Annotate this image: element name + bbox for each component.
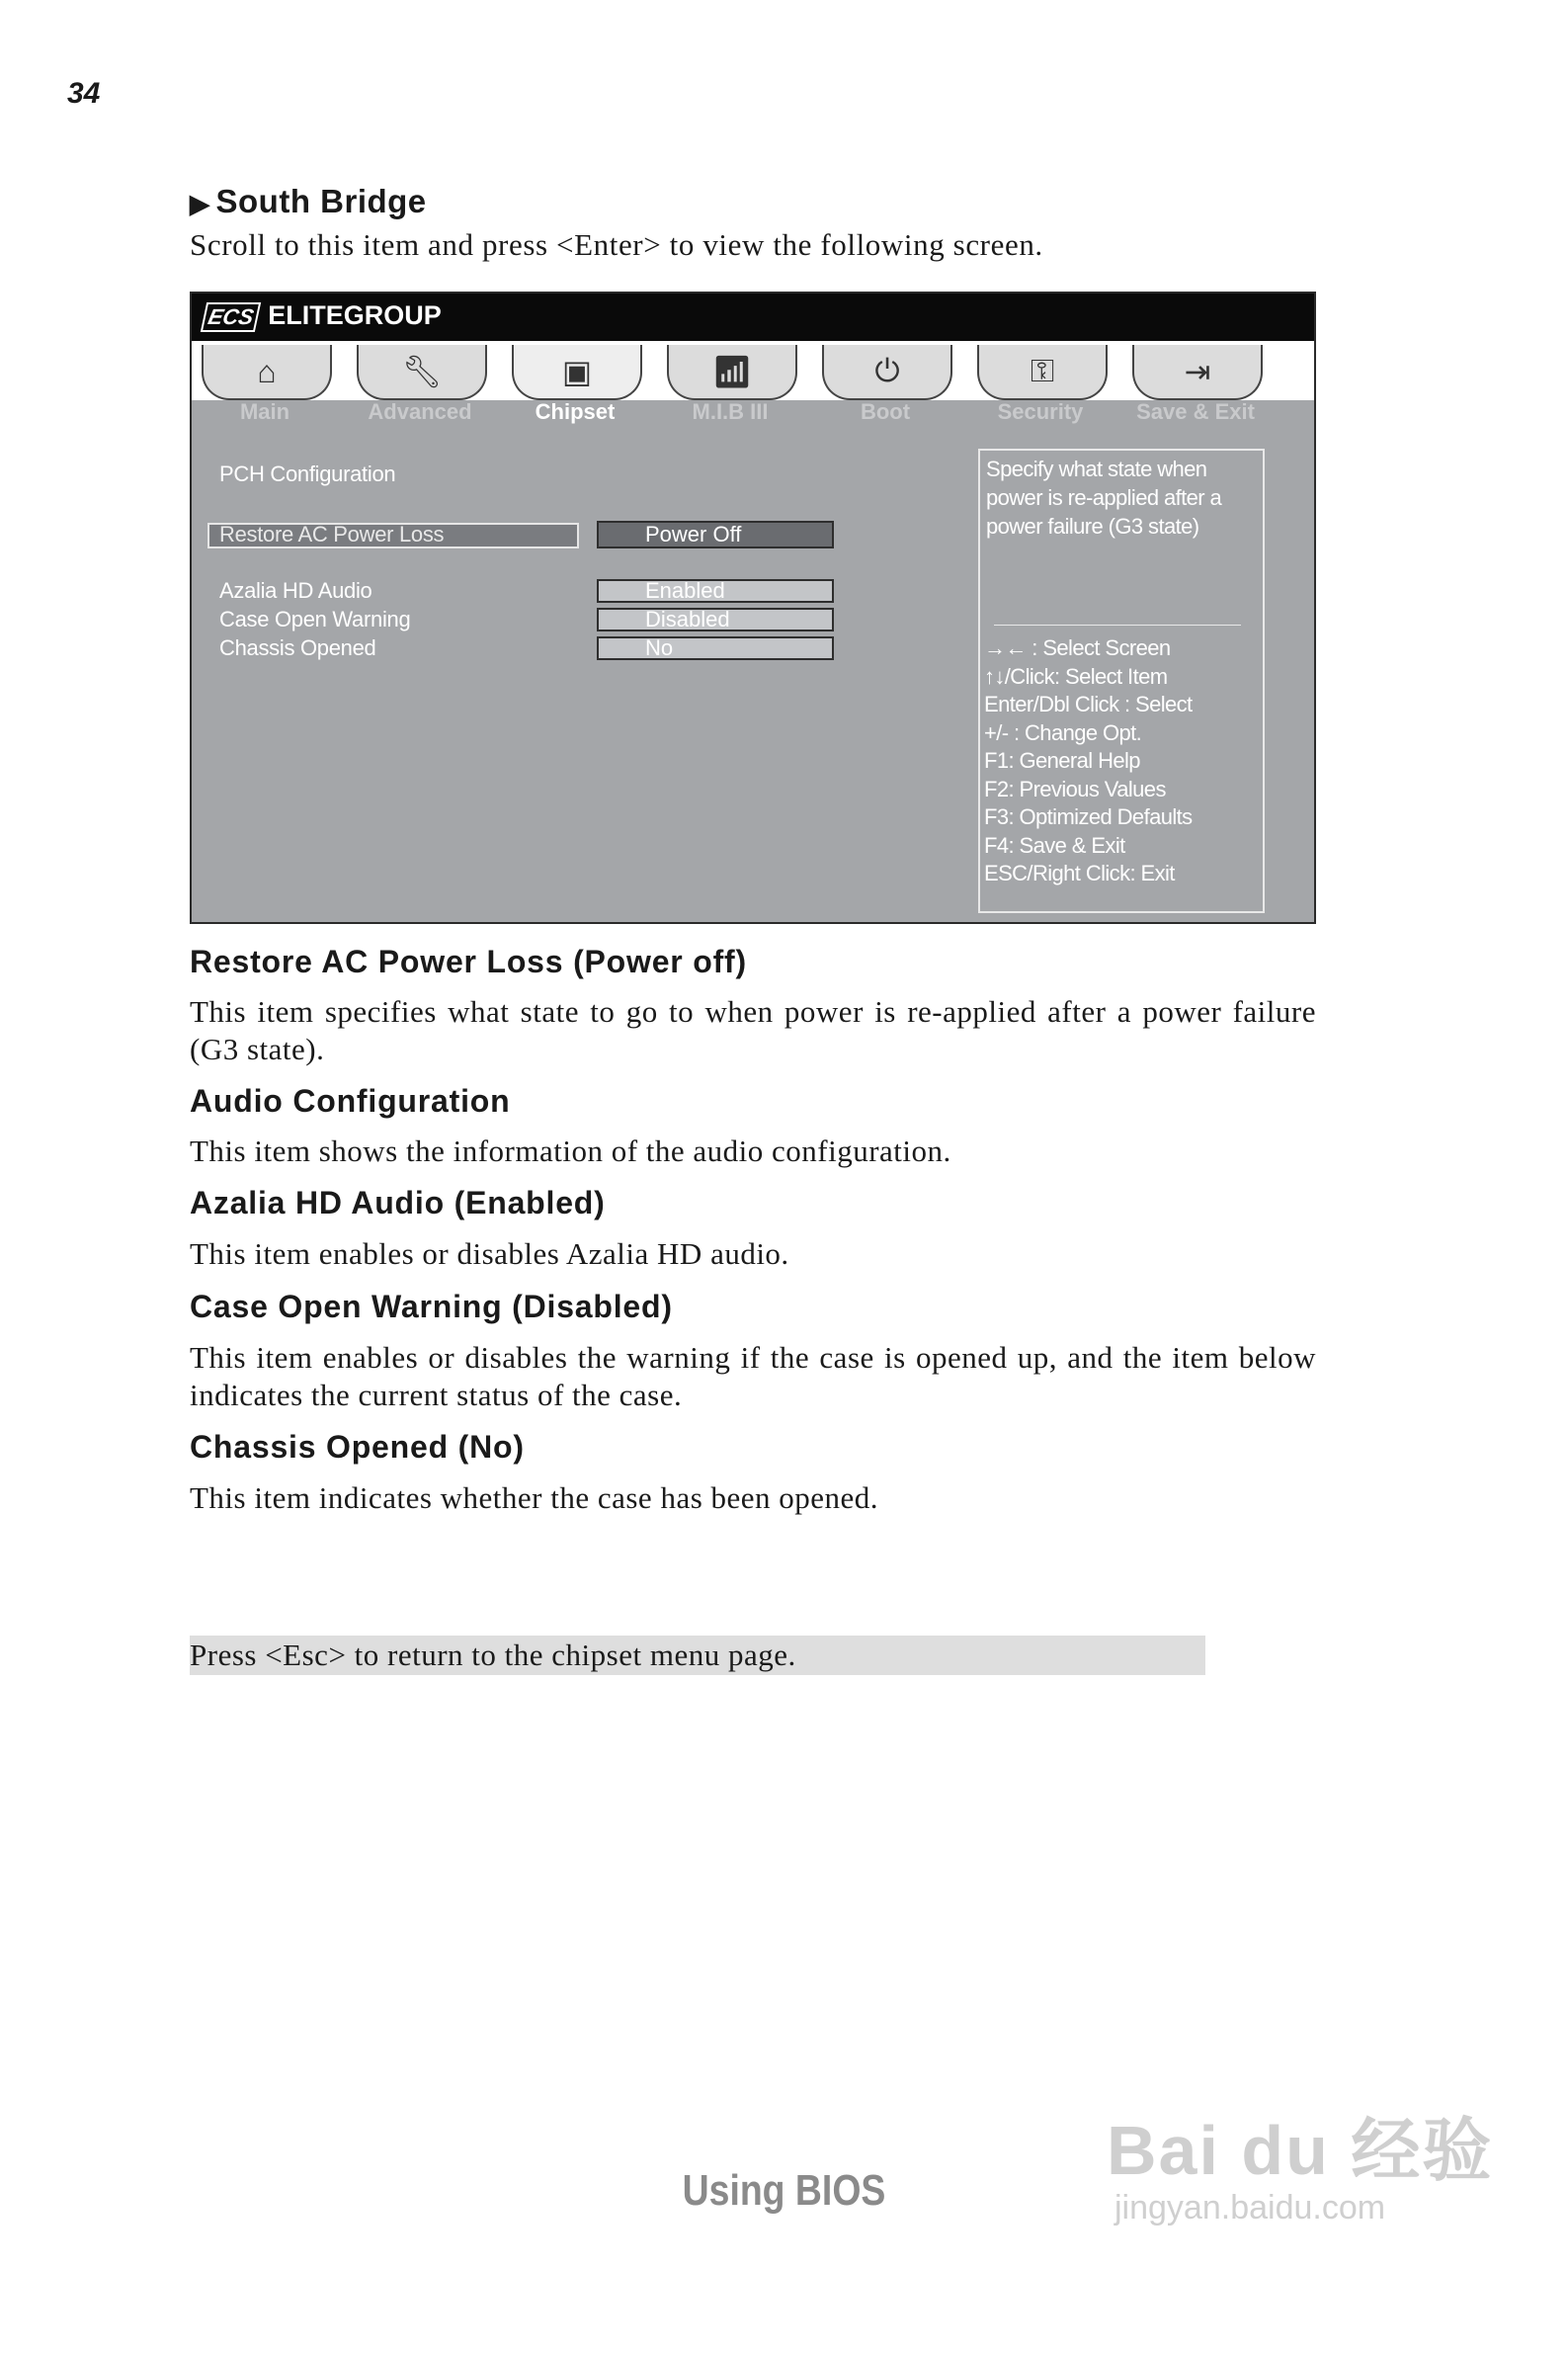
home-icon: ⌂ [257,353,277,389]
tab-main[interactable] [202,345,332,400]
heading-audio-configuration: Audio Configuration [190,1083,511,1119]
section-title-text: South Bridge [215,183,427,219]
tab-label-chipset[interactable]: Chipset [535,399,616,424]
value-chassis-opened[interactable]: No [597,636,834,660]
setting-restore-ac-power-loss[interactable]: Restore AC Power Loss [219,522,445,546]
footer-title: Using BIOS [682,2166,886,2215]
heading-chassis-opened: Chassis Opened (No) [190,1429,525,1465]
text-restore-ac-power-loss: This item specifies what state to go to when power is re-applied after a power failure (G3 state). [190,994,1316,1066]
setting-azalia-hd-audio[interactable]: Azalia HD Audio [219,578,372,603]
value-case-open-warning[interactable]: Disabled [597,608,834,631]
text-audio-configuration: This item shows the information of the audio configuration. [190,1134,951,1168]
bios-header [192,294,1314,341]
brand-name: ELITEGROUP [268,300,442,330]
tab-advanced[interactable] [357,345,487,400]
help-line: power is re-applied after a [986,485,1222,510]
heading-azalia-hd-audio: Azalia HD Audio (Enabled) [190,1185,606,1220]
tab-label-mib[interactable]: M.I.B III [692,399,769,424]
value-restore-ac-power-loss[interactable]: Power Off [597,521,834,548]
key-change-opt: +/- : Change Opt. [984,719,1142,745]
exit-door-icon: ⇥ [1184,354,1211,389]
section-intro: Scroll to this item and press <Enter> to view the following screen. [190,227,1043,262]
key-previous-values: F2: Previous Values [984,776,1166,801]
help-description [986,455,1263,541]
text-chassis-opened: This item indicates whether the case has been opened. [190,1480,879,1515]
section-title [190,183,427,220]
tab-mib[interactable] [667,345,797,400]
power-icon: ⏻ [874,353,900,388]
page-number: 34 [67,77,101,110]
help-panel [978,449,1265,913]
key-optimized-defaults: F3: Optimized Defaults [984,804,1193,829]
help-divider [994,625,1241,626]
heading-case-open-warning: Case Open Warning (Disabled) [190,1289,673,1324]
key-general-help: F1: General Help [984,748,1140,773]
bios-screenshot [190,292,1316,924]
setting-case-open-warning[interactable]: Case Open Warning [219,607,411,631]
text-azalia-hd-audio: This item enables or disables Azalia HD audio. [190,1236,789,1271]
watermark-brand: Bai du 经验 [1107,2112,1494,2189]
tab-boot[interactable] [822,345,952,400]
key-select: Enter/Dbl Click : Select [984,692,1193,716]
tab-label-save-exit[interactable]: Save & Exit [1136,399,1255,424]
group-title: PCH Configuration [219,462,396,486]
key-icon: ⚿ [1030,353,1055,388]
tab-chipset[interactable] [512,345,642,400]
tab-label-boot[interactable]: Boot [860,399,911,424]
tab-label-main[interactable]: Main [239,399,290,424]
esc-note: Press <Esc> to return to the chipset menu page. [190,1636,1205,1675]
heading-restore-ac-power-loss: Restore AC Power Loss (Power off) [190,944,747,979]
key-select-item: ↑↓/Click: Select Item [984,663,1168,689]
text-case-open-warning: This item enables or disables the warning if the case is opened up, and the item below indicates the current status of the case. [190,1340,1316,1412]
tab-security[interactable] [977,345,1108,400]
triangle-bullet-icon: ▶ [190,189,210,218]
key-select-screen: →← : Select Screen [984,635,1171,660]
help-line: Specify what state when [986,457,1207,481]
value-azalia-hd-audio[interactable]: Enabled [597,579,834,603]
chip-icon: ▣ [561,354,593,389]
key-save-exit: F4: Save & Exit [984,832,1125,858]
wrench-icon: 🔧︎ [401,354,443,389]
tab-label-security[interactable]: Security [997,399,1084,424]
brand [204,300,442,332]
tab-save-exit[interactable] [1132,345,1263,400]
performance-chart-icon: 📶︎ [711,354,753,389]
ecs-logo-icon: ECS [201,302,262,332]
tab-label-advanced[interactable]: Advanced [368,399,472,424]
baidu-watermark [1107,2095,1493,2227]
setting-chassis-opened[interactable]: Chassis Opened [219,635,376,660]
watermark-url: jingyan.baidu.com [1114,2189,1386,2227]
key-exit: ESC/Right Click: Exit [984,861,1175,885]
key-legend [984,634,1193,888]
help-line: power failure (G3 state) [986,514,1199,539]
